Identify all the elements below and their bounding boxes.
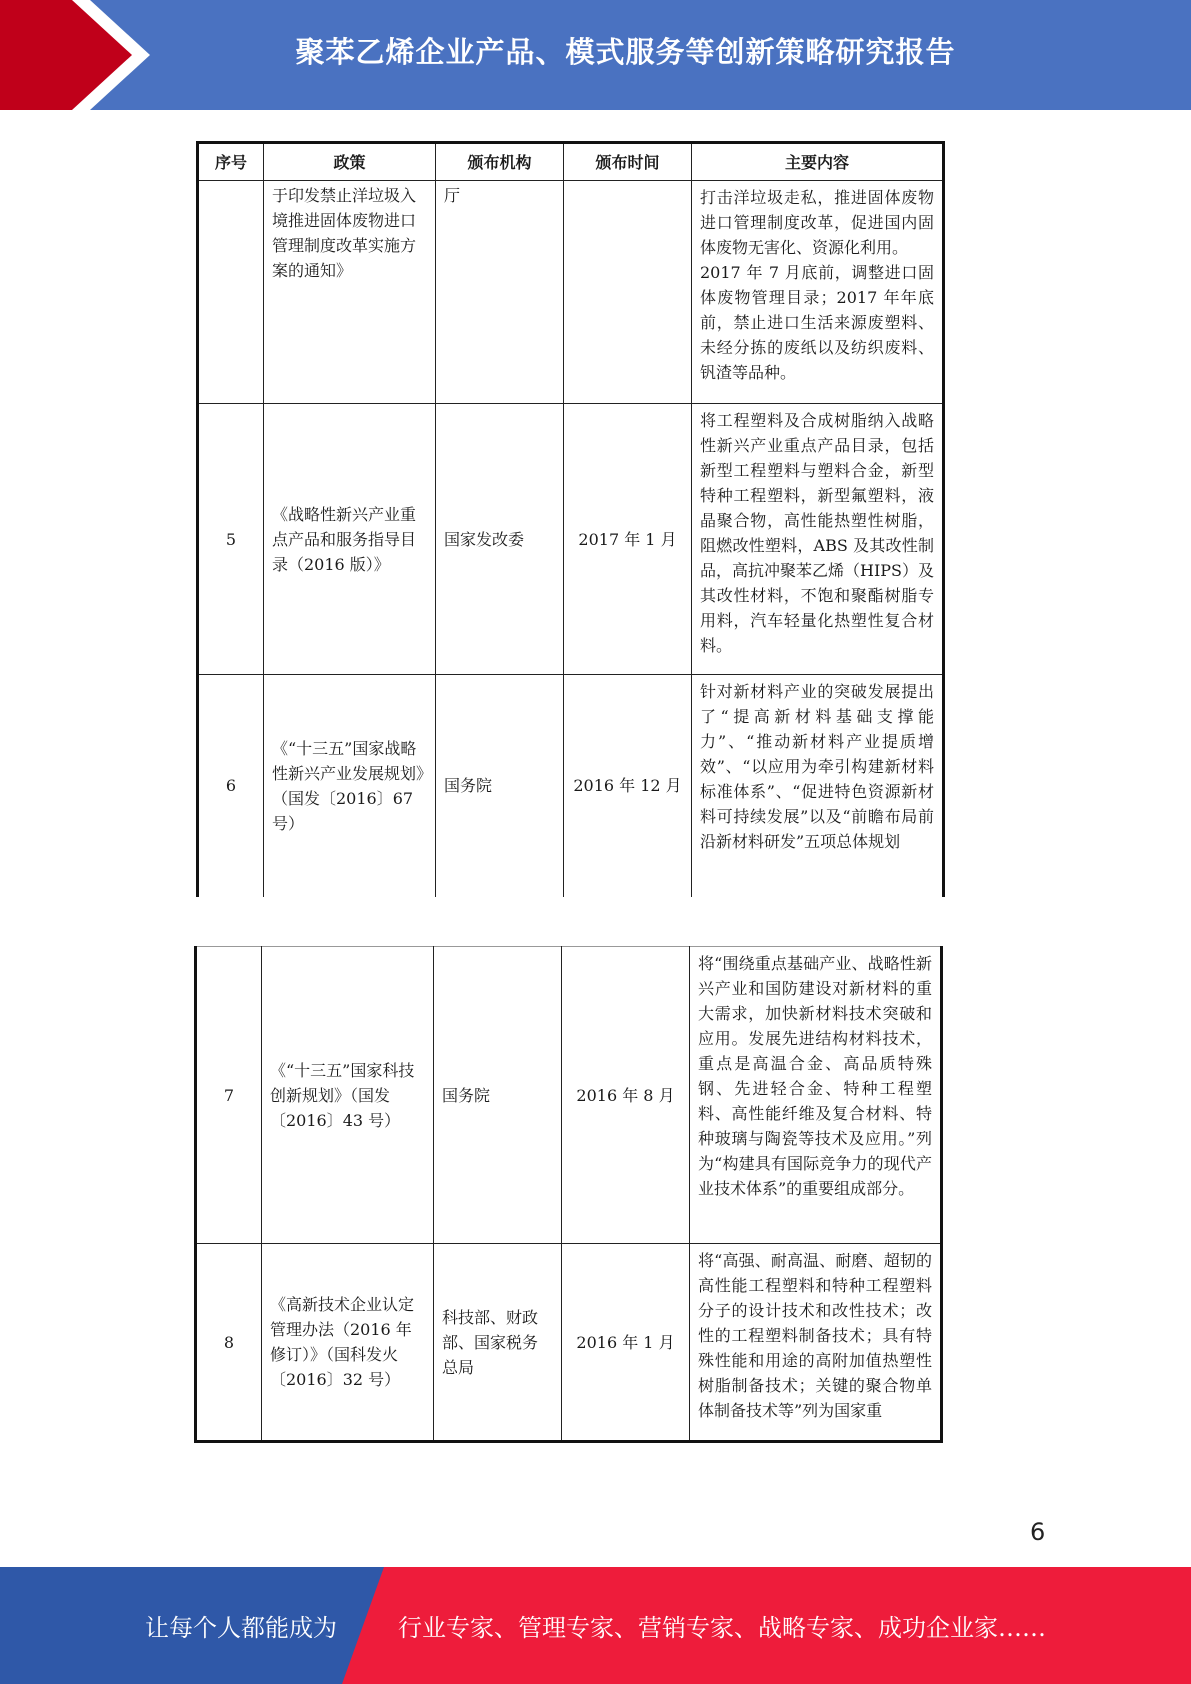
row-content	[692, 404, 944, 675]
row-num: 7	[196, 947, 262, 1244]
header-num: 序号	[198, 143, 264, 181]
header-content: 主要内容	[692, 143, 944, 181]
row-agency: 厅	[436, 181, 564, 404]
table-row	[196, 1244, 942, 1442]
header-policy: 政策	[264, 143, 436, 181]
row-agency: 国家发改委	[436, 404, 564, 675]
row-content-para: 打击洋垃圾走私，推进固体废物进口管理制度改革，促进国内固体废物无害化、资源化利用。	[700, 188, 934, 257]
row-num: 6	[198, 675, 264, 897]
footer-slogan-left: 让每个人都能成为	[145, 1614, 337, 1642]
row-num: 5	[198, 404, 264, 675]
table-row	[198, 675, 944, 897]
row-content-para: 2017 年 7 月底前，调整进口固体废物管理目录；2017 年年底前，禁止进口生活来源废塑料、未经分拣的废纸以及纺织废料、钒渣等品种。	[700, 263, 934, 382]
report-title: 聚苯乙烯企业产品、模式服务等创新策略研究报告	[295, 34, 956, 69]
row-policy: 《“十三五”国家科技创新规划》（国发〔2016〕43 号）	[262, 947, 434, 1244]
page-header	[0, 0, 1191, 110]
row-date: 2016 年 8 月	[562, 947, 690, 1244]
row-date: 2017 年 1 月	[564, 404, 692, 675]
row-content	[690, 1244, 942, 1442]
row-agency: 国务院	[434, 947, 562, 1244]
policy-table-part2	[194, 946, 943, 1443]
header-agency: 颁布机构	[436, 143, 564, 181]
row-policy: 《战略性新兴产业重点产品和服务指导目录（2016 版）》	[264, 404, 436, 675]
row-content	[692, 675, 944, 897]
row-content-para: 将工程塑料及合成树脂纳入战略性新兴产业重点产品目录，包括新型工程塑料与塑料合金，新型特种工程塑料，新型氟塑料，液晶聚合物，高性能热塑性树脂，阻燃改性塑料，ABS 及其改性制品，高抗冲聚苯乙烯（HIPS）及其改性材料，不饱和聚酯树脂专用料，汽车轻量化热塑性复合材料。	[700, 411, 935, 655]
row-agency: 国务院	[436, 675, 564, 897]
page-footer	[0, 1567, 1191, 1684]
row-content-para: 针对新材料产业的突破发展提出了“提高新材料基础支撑能力”、“推动新材料产业提质增效”、“以应用为牵引构建新材料标准体系”、“促进特色资源新材料可持续发展”以及“前瞻布局前沿新材料研发”五项总体规划	[700, 682, 934, 851]
table-row	[196, 947, 942, 1244]
row-date: 2016 年 12 月	[564, 675, 692, 897]
row-content	[690, 947, 942, 1244]
row-policy: 于印发禁止洋垃圾入境推进固体废物进口管理制度改革实施方案的通知》	[264, 181, 436, 404]
row-content-para: 将“围绕重点基础产业、战略性新兴产业和国防建设对新材料的重大需求，加快新材料技术突破和应用。发展先进结构材料技术，重点是高温合金、高品质特殊钢、先进轻合金、特种工程塑料、高性能纤维及复合材料、特种玻璃与陶瓷等技术及应用。”列为“构建具有国际竞争力的现代产业技术体系”的重要组成部分。	[698, 954, 932, 1198]
row-policy: 《“十三五”国家战略性新兴产业发展规划》（国发〔2016〕67 号）	[264, 675, 436, 897]
row-policy: 《高新技术企业认定管理办法（2016 年修订）》（国科发火〔2016〕32 号）	[262, 1244, 434, 1442]
row-num	[198, 181, 264, 404]
row-content-para: 将“高强、耐高温、耐磨、超韧的高性能工程塑料和特种工程塑料分子的设计技术和改性技术；改性的工程塑料制备技术；具有特殊性能和用途的高附加值热塑性树脂制备技术；关键的聚合物单体制备技术等”列为国家重	[698, 1251, 932, 1420]
policy-table-part1	[196, 141, 945, 897]
row-date	[564, 181, 692, 404]
footer-slogan-right: 行业专家、管理专家、营销专家、战略专家、成功企业家……	[398, 1614, 1046, 1642]
row-num: 8	[196, 1244, 262, 1442]
table-row	[198, 181, 944, 404]
table-header-row	[198, 143, 944, 181]
page-number: 6	[1030, 1518, 1046, 1546]
row-content	[692, 181, 944, 404]
row-agency: 科技部、财政部、国家税务总局	[434, 1244, 562, 1442]
table-row	[198, 404, 944, 675]
header-chevron-logo	[0, 0, 160, 110]
header-date: 颁布时间	[564, 143, 692, 181]
row-date: 2016 年 1 月	[562, 1244, 690, 1442]
